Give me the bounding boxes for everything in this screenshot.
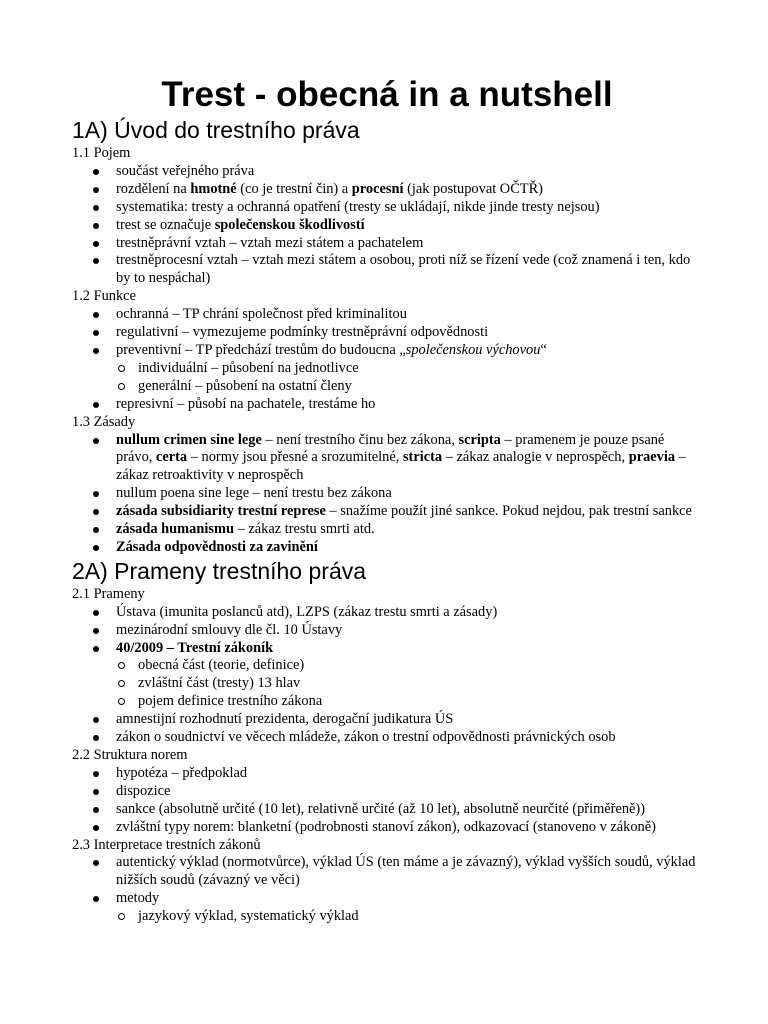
list-2-2 <box>72 765 702 837</box>
subheading-1-1: 1.1 Pojem <box>72 145 131 161</box>
list-item <box>72 521 702 539</box>
text-run: – zákaz trestu smrti atd. <box>233 521 375 538</box>
section-heading-1a: 1A) Úvod do trestního práva <box>72 117 360 143</box>
text-run: trest se označuje <box>116 216 215 233</box>
list-item: trestněprávní vztah – vztah mezi státem a pachatelem <box>72 235 702 253</box>
list-item: systematika: tresty a ochranná opatření (tresty se ukládají, nikde jinde tresty nejsou) <box>72 199 702 217</box>
list-item: represivní – působí na pachatele, trestáme ho <box>72 396 702 414</box>
list-item: ochranná – TP chrání společnost před kriminalitou <box>72 306 702 324</box>
list-item <box>72 342 702 396</box>
document-title: Trest - obecná in a nutshell <box>161 75 613 114</box>
list-item: amnestijní rozhodnutí prezidenta, derogační judikatura ÚS <box>72 711 702 729</box>
italic-term: společenskou výchovou <box>405 341 541 358</box>
list-item <box>72 539 702 557</box>
sublist-item: generální – působení na ostatní členy <box>116 378 702 396</box>
list-item: zákon o soudnictví ve věcech mládeže, zákon o trestní odpovědnosti právnických osob <box>72 729 702 747</box>
bold-term: scripta <box>458 431 501 448</box>
list-item: dispozice <box>72 783 702 801</box>
list-item: autentický výklad (normotvůrce), výklad ÚS (ten máme a je závazný), výklad vyšších soudů, výklad nižších soudů (závazný ve věci) <box>72 854 702 890</box>
text-run: – zákaz retroaktivity v neprospěch <box>116 449 686 484</box>
text-run: “ <box>540 341 547 358</box>
list-item <box>72 432 702 486</box>
sublist <box>116 657 702 711</box>
bold-term: praevia <box>628 449 676 466</box>
bold-term: 40/2009 – Trestní zákoník <box>116 639 274 656</box>
list-item: regulativní – vymezujeme podmínky trestněprávní odpovědnosti <box>72 324 702 342</box>
sublist-item: pojem definice trestního zákona <box>116 693 702 711</box>
text-run: – zákaz analogie v neprospěch, <box>442 449 629 466</box>
bold-term: zásada humanismu <box>116 521 234 538</box>
bold-term: stricta <box>402 449 443 466</box>
bold-term: Zásada odpovědnosti za zavinění <box>116 538 318 555</box>
section-heading-2a: 2A) Prameny trestního práva <box>72 557 367 584</box>
list-1-3 <box>72 432 702 557</box>
document-page <box>72 74 702 926</box>
list-item: Ústava (imunita poslanců atd), LZPS (zákaz trestu smrti a zásady) <box>72 604 702 622</box>
subheading-2-2: 2.2 Struktura norem <box>72 747 188 763</box>
list-item <box>72 890 702 926</box>
text-run: – není trestního činu bez zákona, <box>261 431 459 448</box>
sublist-item: jazykový výklad, systematický výklad <box>116 908 702 926</box>
bold-term: hmotné <box>190 180 237 197</box>
bold-term: certa <box>155 449 188 466</box>
list-item: nullum poena sine lege – není trestu bez zákona <box>72 485 702 503</box>
list-2-3 <box>72 854 702 926</box>
sublist-item: obecná část (teorie, definice) <box>116 657 702 675</box>
list-item: součást veřejného práva <box>72 163 702 181</box>
sublist <box>116 908 702 926</box>
list-1-1 <box>72 163 702 288</box>
sublist <box>116 360 702 396</box>
bold-term: zásada subsidiarity trestní represe <box>116 503 326 520</box>
subheading-2-1: 2.1 Prameny <box>72 585 145 602</box>
text-run: rozdělení na <box>116 180 191 197</box>
list-item: sankce (absolutně určité (10 let), relativně určité (až 10 let), absolutně neurčité (přiměřeně)) <box>72 801 702 819</box>
bold-term: procesní <box>351 180 404 197</box>
subheading-2-3: 2.3 Interpretace trestních zákonů <box>72 836 261 853</box>
list-item <box>72 181 702 199</box>
subheading-1-3: 1.3 Zásady <box>72 413 136 430</box>
text-run: (jak postupovat OČTŘ) <box>403 180 543 197</box>
list-item <box>72 503 702 521</box>
bold-term: nullum crimen sine lege <box>116 431 262 448</box>
list-2-1 <box>72 604 702 747</box>
text-run: – pramenem je pouze psané právo, <box>116 431 665 466</box>
text-run: (co je trestní čin) a <box>236 180 352 197</box>
list-item: zvláštní typy norem: blanketní (podrobnosti stanoví zákon), odkazovací (stanoveno v zákoně) <box>72 819 702 837</box>
list-item: hypotéza – předpoklad <box>72 765 702 783</box>
list-1-2 <box>72 306 702 413</box>
list-item: mezinárodní smlouvy dle čl. 10 Ústavy <box>72 622 702 640</box>
text-run: – snažíme použít jiné sankce. Pokud nejdou, pak trestní sankce <box>325 503 692 520</box>
list-item <box>72 217 702 235</box>
text-run: – normy jsou přesné a srozumitelné, <box>187 449 403 466</box>
subheading-1-2: 1.2 Funkce <box>72 288 136 305</box>
text-run: metody <box>116 890 160 907</box>
list-item: trestněprocesní vztah – vztah mezi státem a osobou, proti níž se řízení vede (což znamená i ten, kdo by to nespáchal) <box>72 252 702 288</box>
bold-term: společenskou škodlivostí <box>214 216 365 233</box>
sublist-item: zvláštní část (tresty) 13 hlav <box>116 675 702 693</box>
list-item <box>72 640 702 712</box>
sublist-item: individuální – působení na jednotlivce <box>116 360 702 378</box>
text-run: preventivní – TP předchází trestům do budoucna „ <box>116 341 406 358</box>
